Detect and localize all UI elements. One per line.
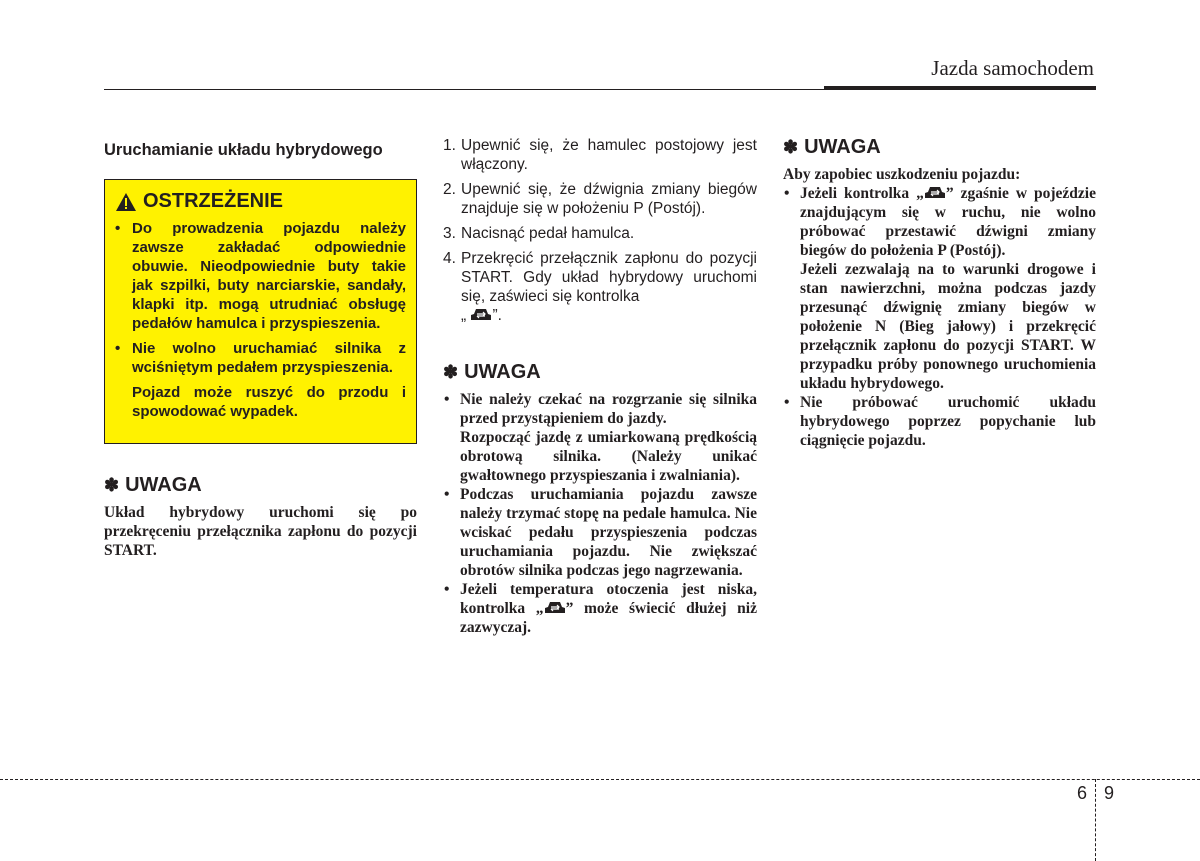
note-item-text-after: ” zgaśnie w pojeździe znajdującym się w ruchu, nie wolno próbować przestawić dźwigni zmiany biegów do położenia P (Postój). (800, 185, 1096, 259)
step-number: 4. (443, 250, 456, 267)
note-item-text: Jeżeli temperatura otoczenia jest niska, kontrolka „ (460, 581, 757, 617)
step-item (443, 224, 757, 243)
steps-list (443, 136, 757, 325)
note-item (783, 393, 1096, 450)
column-3 (783, 136, 1096, 450)
hybrid-ready-car-icon (544, 601, 566, 615)
note-list (783, 184, 1096, 450)
hybrid-ready-car-icon (470, 308, 492, 322)
warning-item-text: Nie wolno uruchamiać silnika z wciśniętym pedałem przyspieszenia. (132, 340, 406, 376)
column-1 (104, 136, 417, 560)
note-item-text-after: ” może świecić dłużej niż zazwyczaj. (460, 600, 757, 636)
step-number: 1. (443, 137, 456, 154)
warning-box (104, 179, 417, 444)
footer-divider (1095, 779, 1096, 861)
header-title: Jazda samochodem (931, 56, 1094, 80)
note-item (783, 184, 1096, 393)
header-rule (104, 89, 1096, 90)
note-title (443, 361, 757, 384)
note-title (783, 136, 1096, 159)
warning-triangle-icon (115, 192, 137, 212)
note-title-text: UWAGA (804, 136, 881, 158)
warning-title (115, 190, 406, 213)
step-number: 3. (443, 225, 456, 242)
column-2 (443, 136, 757, 637)
step-item (443, 249, 757, 325)
step-text: Upewnić się, że hamulec postojowy jest włączony. (461, 137, 757, 173)
star-icon: ✽ (783, 137, 799, 157)
note-item-text: Nie należy czekać na rozgrzanie się silnika przed przystąpieniem do jazdy. (460, 391, 757, 427)
section-heading: Uruchamianie układu hybrydowego (104, 141, 383, 159)
step-item (443, 136, 757, 174)
step-item (443, 180, 757, 218)
warning-list (115, 219, 406, 421)
note-intro: Aby zapobiec uszkodzeniu pojazdu: (783, 166, 1021, 183)
step-number: 2. (443, 181, 456, 198)
step-text: Nacisnąć pedał hamulca. (461, 225, 635, 242)
quote-close: ”. (492, 307, 502, 324)
hybrid-ready-car-icon (924, 186, 946, 200)
footer-rule (0, 779, 1200, 780)
star-icon: ✽ (104, 475, 120, 495)
note-title-text: UWAGA (125, 474, 202, 496)
note-item (443, 580, 757, 637)
step-text: Upewnić się, że dźwignia zmiany biegów znajduje się w położeniu P (Postój). (461, 181, 757, 217)
note-item-text: Podczas uruchamiania pojazdu zawsze należy trzymać stopę na pedale hamulca. Nie wciskać pedału przyspieszenia podczas uruchamiania pojazdu. Nie zwiększać obrotów silnika podczas jego nagrzewania. (460, 486, 757, 579)
star-icon: ✽ (443, 362, 459, 382)
note-block (104, 474, 417, 560)
chapter-number: 6 (1077, 783, 1088, 803)
note-item-subtext: Rozpocząć jazdę z umiarkowaną prędkością obrotową silnika. (Należy unikać gwałtownego przyspieszania i zwalniania). (460, 429, 757, 484)
note-item-text: Nie próbować uruchomić układu hybrydowego poprzez popychanie lub ciągnięcie pojazdu. (800, 394, 1096, 449)
quote-open: „ (461, 307, 467, 324)
note-text: Układ hybrydowy uruchomi się po przekręceniu przełącznika zapłonu do pozycji START. (104, 504, 417, 559)
note-list (443, 390, 757, 637)
note-item (443, 485, 757, 580)
warning-item (115, 339, 406, 421)
note-title-text: UWAGA (464, 361, 541, 383)
page-number: 9 (1104, 783, 1115, 803)
warning-item-text: Do prowadzenia pojazdu należy zawsze zakładać odpowiednie obuwie. Nieodpowiednie buty takie jak szpilki, buty narciarskie, sandały, klapki itp. mogą utrudniać obsługę pedałów hamulca i przyspieszenia. (132, 220, 406, 332)
warning-title-text: OSTRZEŻENIE (143, 190, 284, 212)
warning-item-subtext: Pojazd może ruszyć do przodu i spowodować wypadek. (132, 384, 406, 420)
note-item-subtext: Jeżeli zezwalają na to warunki drogowe i stan nawierzchni, można podczas jazdy przesunąć dźwignię zmiany biegów w położenie N (Bieg jałowy) i przekręcić przełącznik zapłonu do pozycji START. W przypadku próby ponownego uruchomienia układu hybrydowego. (800, 261, 1096, 392)
warning-item (115, 219, 406, 333)
step-text: Przekręcić przełącznik zapłonu do pozycji START. Gdy układ hybrydowy uruchomi się, zaświeci się kontrolka (461, 250, 757, 305)
note-item-text: Jeżeli kontrolka „ (800, 185, 924, 202)
note-block (443, 361, 757, 637)
note-title (104, 474, 417, 497)
note-item (443, 390, 757, 485)
